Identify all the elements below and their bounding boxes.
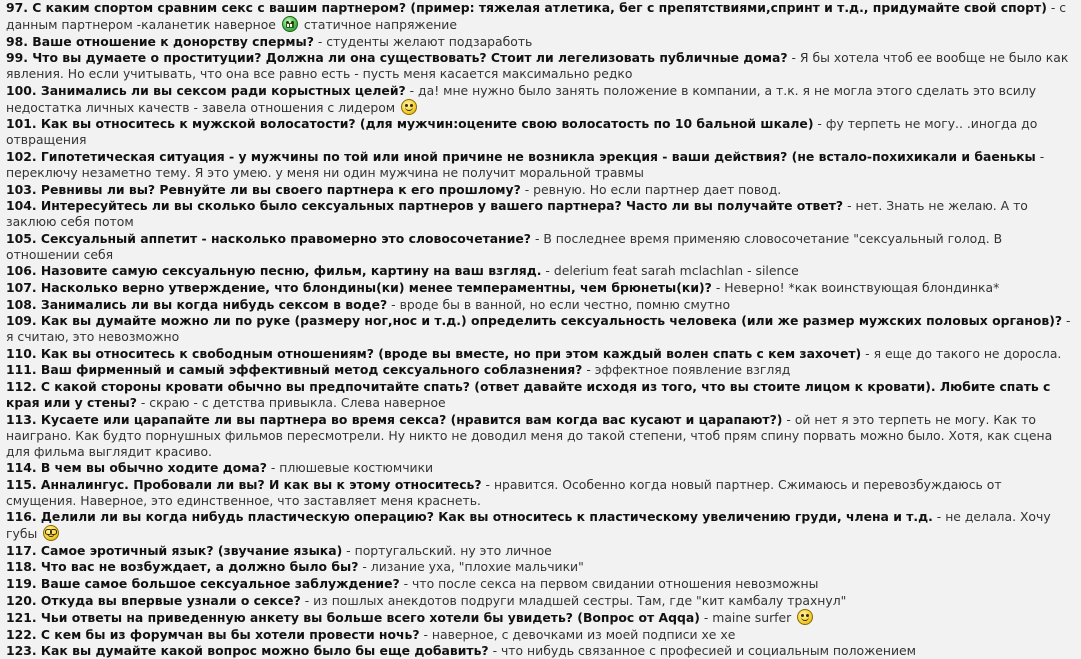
answer-text: скраю - с детства привыкла. Слева наверное xyxy=(149,394,446,410)
question-text: 103. Ревнивы ли вы? Ревнуйте ли вы своего партнера к его прошлому? xyxy=(6,181,521,197)
qa-item xyxy=(6,116,1075,148)
answer-text: фу терпеть не могу.. .иногда до отвращения xyxy=(6,116,1038,148)
answer-text: нравится. Особенно когда новый партнер. Сжимаюсь и перевозбуждаюсь от смущения. Наверное, это единственное, что заставляет меня краснеть. xyxy=(6,476,1002,508)
cool-smiley-icon xyxy=(43,525,59,541)
qa-item xyxy=(6,313,1075,345)
answer-separator: - xyxy=(582,362,595,378)
answer-text: ой нет я это терпеть не могу. Как то наиграно. Как будто порнушных фильмов пересмотрели. Ну никто не доводил меня до такой степени, чтоб прям спину порвать можно было. Хотя, как сцена для фильма выглядит красиво. xyxy=(6,411,1053,459)
question-text: 105. Сексуальный аппетит - насколько правомерно это словосочетание? xyxy=(6,230,531,246)
qa-item xyxy=(6,34,1075,50)
question-text: 120. Откуда вы впервые узнали о сексе? xyxy=(6,592,301,608)
grimace-smiley-icon xyxy=(282,16,298,32)
question-text: 114. В чем вы обычно ходите дома? xyxy=(6,460,267,476)
answer-text: что нибудь связанное с професией и социальным положением xyxy=(500,643,917,659)
qa-item xyxy=(6,412,1075,460)
answer-text: Я бы хотела чтоб ее вообще не было как явления. Но если учитывать, что она все равно есть - пусть меня касается максимально редко xyxy=(6,50,1069,82)
qa-item xyxy=(6,149,1075,181)
question-text: 104. Интересуйтесь ли вы сколько было сексуальных партнеров у вашего партнера? Часто ли вы получайте ответ? xyxy=(6,198,844,214)
answer-separator: - xyxy=(861,345,874,361)
answer-separator: - xyxy=(932,509,946,525)
answer-text: лизание уха, "плохие мальчики" xyxy=(370,559,584,575)
question-text: 102. Гипотетическая ситуация - у мужчины по той или иной причине не возникла эрекция - ваши действия? (не встало-похихикали и баенькы xyxy=(6,148,1036,164)
answer-separator: - xyxy=(782,411,795,427)
answer-text: студенты желают подзаработь xyxy=(326,33,533,49)
answer-text: что после секса на первом свидании отношения невозможны xyxy=(412,576,819,592)
answer-separator: - xyxy=(399,576,413,592)
answer-separator: - xyxy=(405,82,419,98)
question-text: 98. Ваше отношение к донорству спермы? xyxy=(6,33,314,49)
answer-separator: - xyxy=(387,296,400,312)
answer-text: португальский. ну это личное xyxy=(354,542,552,558)
answer-separator: - xyxy=(266,460,280,476)
answer-text: с данным партнером -каланетик наверное xyxy=(6,0,1067,32)
answer-text: maine surfer xyxy=(712,610,792,626)
qa-item xyxy=(6,477,1075,509)
question-text: 112. С какой стороны кровати обычно вы предпочитайте спать? (ответ давайте исходя из того, что вы стоите лицом к кровати). Любите спать с края или у стены? xyxy=(6,378,1051,410)
answer-text: нет. Знать не желаю. А то заклюю себя потом xyxy=(6,198,1028,230)
question-text: 101. Как вы относитесь к мужской волосатости? (для мужчин:оцените свою волосатость по 10 бальной шкале) xyxy=(6,116,814,132)
answer-separator: - xyxy=(541,263,554,279)
question-text: 115. Анналингус. Пробовали ли вы? И как вы к этому относитесь? xyxy=(6,476,482,492)
answer-separator: - xyxy=(342,542,355,558)
answer-separator: - xyxy=(1062,313,1071,329)
answer-separator: - xyxy=(520,181,534,197)
question-text: 123. Как вы думайте какой вопрос можно было бы еще добавить? xyxy=(6,643,489,659)
answer-separator: - xyxy=(488,643,501,659)
question-text: 97. С каким спортом сравним секс с вашим партнером? (пример: тяжелая атлетика, бег с препятствиями,спринт и т.д., придумайте свой спорт) xyxy=(6,0,1047,15)
answer-text: delerium feat sarah mclachlan - silence xyxy=(553,263,799,279)
grin-smiley-icon xyxy=(797,609,813,625)
qa-item xyxy=(6,543,1075,559)
question-text: 108. Занимались ли вы когда нибудь сексом в воде? xyxy=(6,296,388,312)
qa-item xyxy=(6,643,1075,659)
answer-separator: - xyxy=(711,279,725,295)
answer-text: не делала. Хочу губы xyxy=(6,509,1051,542)
question-text: 122. С кем бы из форумчан вы бы хотели провести ночь? xyxy=(6,626,420,642)
question-text: 106. Назовите самую сексуальную песню, фильм, картину на ваш взгляд. xyxy=(6,263,542,279)
qa-item xyxy=(6,231,1075,263)
answer-separator: - xyxy=(813,116,826,132)
question-text: 99. Что вы думаете о проституции? Должна ли она существовать? Стоит ли легелизовать публичные дома? xyxy=(6,50,788,66)
answer-separator: - xyxy=(481,476,494,492)
qa-item xyxy=(6,576,1075,592)
question-text: 107. Насколько верно утверждение, что блондины(ки) менее темпераментны, чем брюнеты(ки)? xyxy=(6,279,712,295)
qa-item xyxy=(6,263,1075,279)
answer-text: эффектное появление взгляд xyxy=(594,362,791,378)
qa-item xyxy=(6,83,1075,116)
smile-smiley-icon xyxy=(401,99,417,115)
qa-item xyxy=(6,0,1075,33)
answer-text: плюшевые костюмчики xyxy=(279,460,434,476)
answer-text: В последнее время применяю словосочетание "сексуальный голод. В отношении себя xyxy=(6,230,1003,262)
question-text: 118. Что вас не возбуждает, а должно было бы? xyxy=(6,559,359,575)
answer-text: да! мне нужно было занять положение в компании, а т.к. я не могла этого сделать это всилу недостатка личных качеств - завела отношения с лидером xyxy=(6,82,1037,115)
answer-text: я считаю, это невозможно xyxy=(6,329,180,345)
qa-item xyxy=(6,460,1075,476)
answer-separator: - xyxy=(419,626,432,642)
answer-separator: - xyxy=(136,394,150,410)
answer-text-continued: статичное напряжение xyxy=(303,17,457,32)
qa-item xyxy=(6,297,1075,313)
answer-text: переключу незаметно тему. Я это умею. у меня ни один мужчина не получит моральной травмы xyxy=(6,164,644,180)
answer-separator: - xyxy=(843,198,856,214)
answer-text: ревную. Но если партнер дает повод. xyxy=(533,181,782,197)
qa-item xyxy=(6,509,1075,542)
question-text: 109. Как вы думайте можно ли по руке (размеру ног,нос и т.д.) определить сексуальность человека (или же размер мужских половых органов)? xyxy=(6,313,1063,329)
question-text: 113. Кусаете или царапайте ли вы партнера во время секса? (нравится вам когда вас кусают и царапают?) xyxy=(6,411,783,427)
qa-item xyxy=(6,346,1075,362)
qa-item xyxy=(6,379,1075,411)
answer-text: наверное, с девочками из моей подписи хе хе xyxy=(431,626,736,642)
qa-item xyxy=(6,593,1075,609)
question-text: 119. Ваше самое большое сексуальное заблуждение? xyxy=(6,576,400,592)
qa-item xyxy=(6,198,1075,230)
qa-item xyxy=(6,627,1075,643)
question-text: 121. Чьи ответы на приведенную анкету вы больше всего хотели бы увидеть? (Вопрос от Aqqa) xyxy=(6,610,700,626)
question-text: 111. Ваш фирменный и самый эффективный метод сексуального соблазнения? xyxy=(6,362,583,378)
question-text: 117. Самое эротичный язык? (звучание языка) xyxy=(6,542,343,558)
qa-item xyxy=(6,559,1075,575)
answer-text: вроде бы в ванной, но если честно, помню смутно xyxy=(399,296,731,312)
answer-text: Неверно! *как воинствующая блондинка* xyxy=(724,279,1000,295)
question-text: 116. Делили ли вы когда нибудь пластическую операцию? Как вы относитесь к пластическому увеличению груди, члена и т.д. xyxy=(6,509,933,525)
qa-item xyxy=(6,280,1075,296)
qa-item xyxy=(6,182,1075,198)
answer-separator: - xyxy=(531,230,544,246)
answer-separator: - xyxy=(313,33,327,49)
answer-separator: - xyxy=(699,610,713,626)
answer-separator: - xyxy=(787,50,800,66)
answer-separator: - xyxy=(358,559,371,575)
answer-text: из пошлых анекдотов подруги младшей сестры. Там, где "кит камбалу трахнул" xyxy=(313,592,847,608)
question-text: 100. Занимались ли вы сексом ради корыстных целей? xyxy=(6,82,406,98)
answer-separator: - xyxy=(1046,0,1060,15)
answer-text: я еще до такого не доросла. xyxy=(873,345,1062,361)
qa-item xyxy=(6,609,1075,626)
qa-item xyxy=(6,50,1075,82)
answer-separator: - xyxy=(300,592,314,608)
question-text: 110. Как вы относитесь к свободным отношениям? (вроде вы вместе, но при этом каждый волен спать с кем захочет) xyxy=(6,345,862,361)
qa-item xyxy=(6,362,1075,378)
answer-separator: - xyxy=(1035,148,1045,164)
